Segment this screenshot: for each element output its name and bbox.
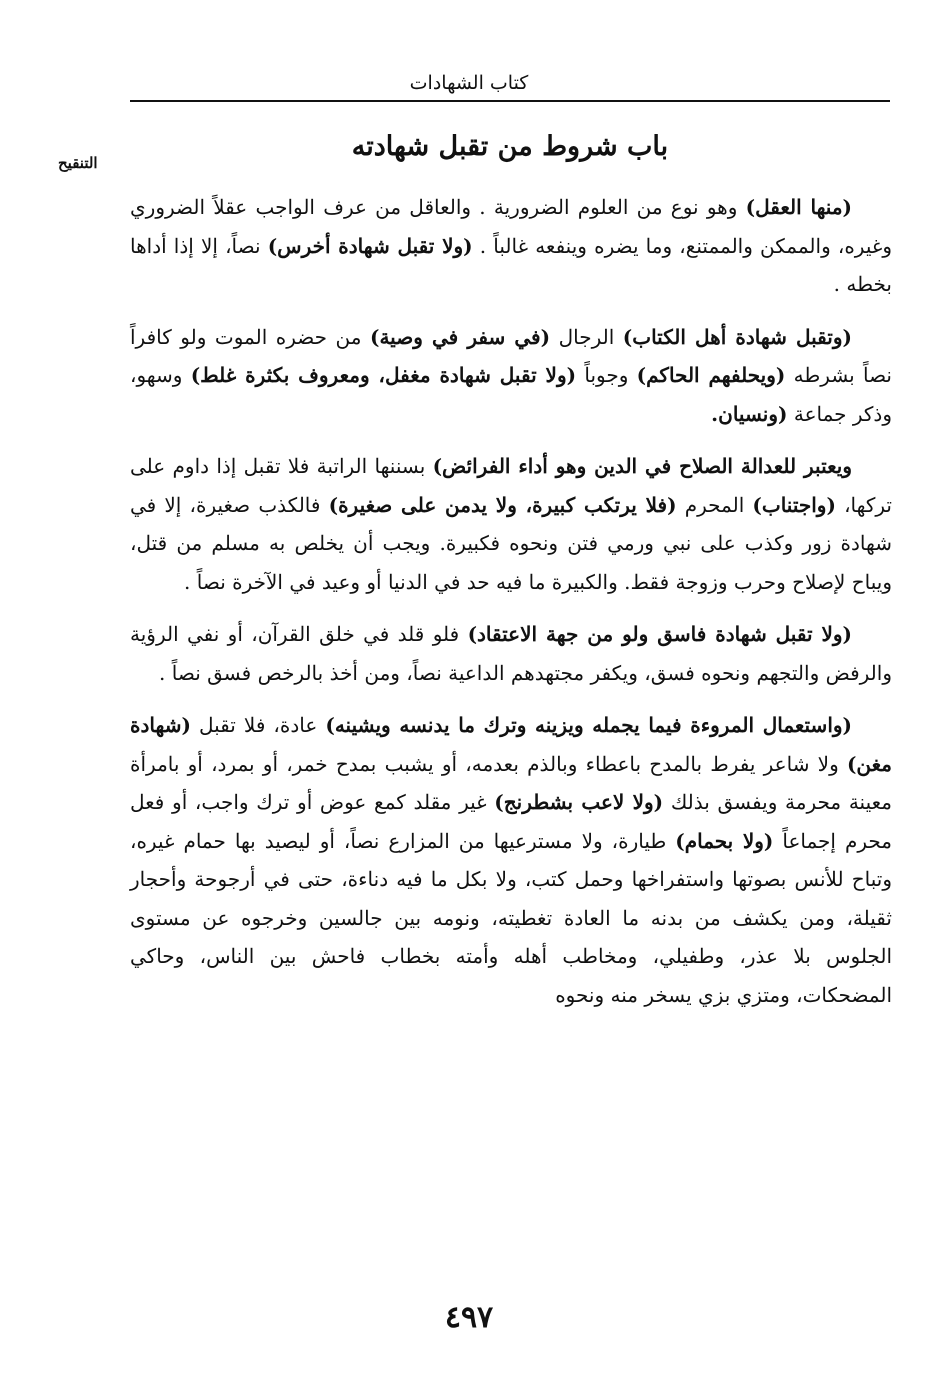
paragraph bbox=[130, 706, 892, 1014]
bold-text-segment: (واجتناب) bbox=[752, 492, 836, 517]
bold-text-segment: (فلا يرتكب كبيرة، ولا يدمن على صغيرة) bbox=[328, 492, 677, 517]
bold-text-segment: (شهادة مغن) bbox=[130, 713, 892, 776]
text-segment: من حضره الموت ولو كافراً نصاً بشرطه bbox=[130, 324, 893, 387]
text-segment: نصاً، إلا إذا أداها بخطه . bbox=[130, 233, 892, 296]
text-segment: وسهو، وذكر جماعة bbox=[130, 363, 892, 426]
text-segment: الرجال bbox=[550, 324, 623, 349]
side-label: التنقيح bbox=[58, 154, 98, 172]
text-segment: بسننها الراتبة فلا تقبل إذا داوم على تركها، bbox=[130, 454, 892, 517]
bold-text-segment: (ويحلفهم الحاكم) bbox=[636, 363, 786, 387]
bold-text-segment: (ولا تقبل شهادة أخرس) bbox=[267, 233, 473, 258]
paragraph bbox=[130, 318, 892, 434]
text-segment: طيارة، ولا مسترعيها من المزارع نصاً، أو ليصيد بها حمام غيره، وتباح للأنس بصوتها واستفراخها وحمل كتب، ولا بكل ما فيه دناءة، حتى في أرجوحة وأحجار ثقيلة، ومن يكشف من بدنه ما العادة تغطيته، ونومه بين جالسين وخرجوه عن مستوى الجلوس بلا عذر، وطفيلي، ومخاطب أهله وأمته بخطاب فاحش بين الناس، وحاكي المضحكات، ومتزي بزي يسخر منه ونحوه bbox=[130, 828, 892, 1007]
paragraph bbox=[130, 188, 892, 304]
body-text bbox=[130, 188, 892, 1028]
bold-text-segment: (ولا تقبل شهادة فاسق ولو من جهة الاعتقاد) bbox=[467, 622, 852, 646]
running-header: كتاب الشهادات bbox=[409, 72, 529, 94]
header-rule bbox=[130, 100, 890, 102]
text-segment: وجوباً bbox=[576, 363, 637, 387]
bold-text-segment: (ولا بحمام) bbox=[675, 828, 774, 853]
bold-text-segment: (ونسيان. bbox=[711, 401, 788, 426]
paragraph bbox=[130, 615, 892, 692]
bold-text-segment: (ولا لاعب بشطرنج) bbox=[494, 790, 664, 814]
chapter-title: باب شروط من تقبل شهادته bbox=[351, 131, 669, 162]
bold-text-segment: (واستعمال المروءة فيما يجمله ويزينه وترك ما يدنسه ويشينه) bbox=[325, 713, 852, 737]
text-segment: غير مقلد كمع عوض أو ترك واجب، أو فعل محرم إجماعاً bbox=[130, 790, 892, 853]
bold-text-segment: (ولا تقبل شهادة مغفل، ومعروف بكثرة غلط) bbox=[190, 363, 577, 387]
bold-text-segment: (منها العقل) bbox=[745, 195, 852, 219]
text-segment: فلو قلد في خلق القرآن، أو نفي الرؤية والرفض والتجهم ونحوه فسق، ويكفر مجتهدهم الداعية نصاً، ومن أخذ بالرخص فسق نصاً . bbox=[130, 622, 892, 685]
text-segment: ولا شاعر يفرط بالمدح باعطاء وبالذم بعدمه، أو يشبب بمدح خمر، أو بمرد، أو بامرأة معينة محرمة ويفسق بذلك bbox=[130, 751, 892, 814]
text-segment: عادة، فلا تقبل bbox=[190, 713, 326, 737]
bold-text-segment: (في سفر في وصية) bbox=[370, 324, 551, 349]
paragraph bbox=[130, 447, 892, 601]
text-segment: وهو نوع من العلوم الضرورية . والعاقل من عرف الواجب عقلاً الضروري وغيره، والممكن والممتنع، وما يضره وينفعه غالباً . bbox=[130, 195, 892, 258]
text-segment: المحرم bbox=[676, 492, 753, 517]
bold-text-segment: ويعتبر للعدالة الصلاح في الدين وهو أداء الفرائض) bbox=[432, 454, 852, 478]
bold-text-segment: (وتقبل شهادة أهل الكتاب) bbox=[622, 324, 852, 349]
text-segment: فالكذب صغيرة، إلا في شهادة زور وكذب على نبي ورمي فتن ونحوه فكبيرة. ويجب أن يخلص به مسلم من قتل، ويباح لإصلاح وحرب وزوجة فقط. والكبيرة ما فيه حد في الدنيا أو وعيد في الآخرة نصاً . bbox=[130, 492, 892, 594]
page-number: ٤٩٧ bbox=[444, 1300, 494, 1335]
